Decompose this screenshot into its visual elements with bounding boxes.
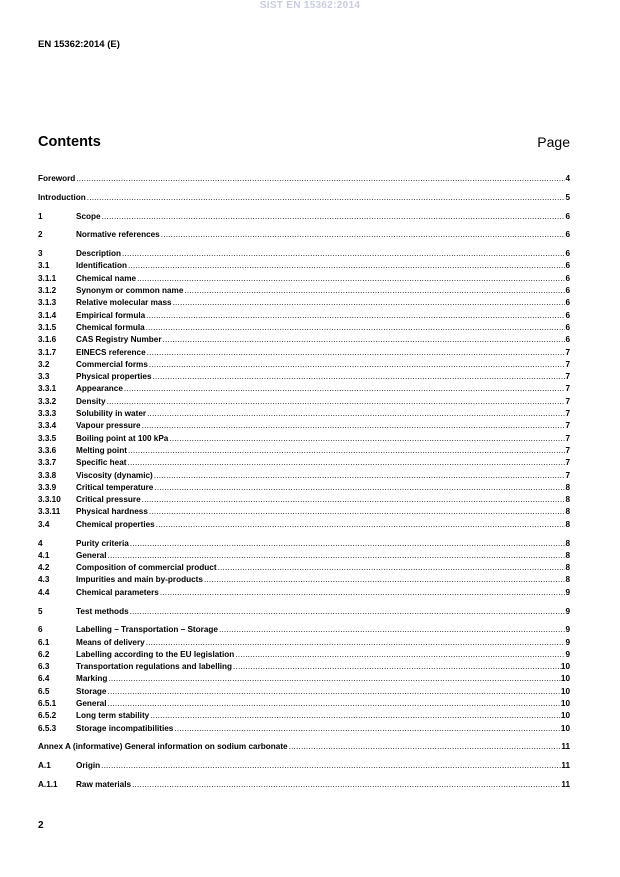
- toc-entry-number: 3.3.8: [38, 470, 57, 480]
- toc-entry-number: 3.3.4: [38, 421, 57, 431]
- toc-entry-title: Empirical formula: [76, 310, 146, 320]
- toc-entry[interactable]: [38, 285, 570, 297]
- dot-leader: [183, 285, 565, 297]
- dot-leader: [148, 506, 565, 518]
- dot-leader: [234, 649, 565, 661]
- toc-entry-title: Description: [76, 249, 122, 259]
- toc-entry-number: 3.1.6: [38, 335, 57, 345]
- toc-entry-title: General: [76, 699, 107, 709]
- toc-entry-title: Specific heat: [76, 458, 127, 468]
- dot-leader: [159, 587, 565, 599]
- toc-entry-number: 3.2: [38, 359, 50, 369]
- dot-leader: [106, 686, 560, 698]
- toc-entry-page: 10: [560, 662, 570, 672]
- toc-entry-page: 8: [565, 550, 570, 560]
- toc-entry-title: Melting point: [76, 445, 127, 455]
- toc-entry-page: 8: [565, 482, 570, 492]
- toc-entry-page: 9: [565, 587, 570, 597]
- dot-leader: [153, 470, 565, 482]
- toc-entry-number: 3: [38, 249, 43, 259]
- toc-entry-title: Relative molecular mass: [76, 298, 172, 308]
- toc-entry-number: 4: [38, 538, 43, 548]
- toc-entry-page: 7: [565, 384, 570, 394]
- toc-entry-title: Identification: [76, 261, 127, 271]
- toc-entry-number: 6.5.1: [38, 699, 57, 709]
- dot-leader: [232, 661, 561, 673]
- dot-leader: [127, 457, 565, 469]
- toc-entry-title: Introduction: [38, 192, 86, 202]
- toc-entry-title: Long term stability: [76, 711, 150, 721]
- toc-entry[interactable]: [38, 661, 570, 673]
- toc-entry[interactable]: [38, 637, 570, 649]
- toc-entry-page: 7: [565, 470, 570, 480]
- dot-leader: [168, 433, 565, 445]
- dot-leader: [172, 297, 565, 309]
- dot-leader: [131, 779, 561, 791]
- dot-leader: [141, 420, 565, 432]
- toc-entry-title: Scope: [76, 211, 101, 221]
- dot-leader: [146, 347, 565, 359]
- toc-entry-number: 3.1.3: [38, 298, 57, 308]
- dot-leader: [160, 229, 565, 241]
- toc-entry-page: 6: [565, 273, 570, 283]
- toc-entry[interactable]: [38, 260, 570, 272]
- toc-entry-page: 7: [565, 347, 570, 357]
- page-column-heading: Page: [537, 134, 570, 150]
- toc-entry-page: 10: [560, 699, 570, 709]
- toc-entry[interactable]: [38, 606, 570, 618]
- toc-entry-title: Storage incompatibilities: [76, 723, 174, 733]
- dot-leader: [123, 383, 565, 395]
- toc-entry-title: Commercial forms: [76, 359, 148, 369]
- table-of-contents: [38, 173, 570, 791]
- toc-entry-page: 9: [565, 606, 570, 616]
- toc-entry[interactable]: [38, 334, 570, 346]
- dot-leader: [146, 408, 565, 420]
- toc-entry[interactable]: [38, 359, 570, 371]
- toc-entry[interactable]: [38, 310, 570, 322]
- toc-entry-title: Origin: [76, 761, 101, 771]
- toc-entry-title: Chemical properties: [76, 519, 155, 529]
- toc-entry-number: 3.3.9: [38, 482, 57, 492]
- toc-entry[interactable]: [38, 649, 570, 661]
- toc-entry[interactable]: [38, 445, 570, 457]
- dot-leader: [145, 310, 565, 322]
- toc-entry[interactable]: [38, 433, 570, 445]
- toc-entry-number: 3.3.6: [38, 445, 57, 455]
- toc-entry-page: 8: [565, 507, 570, 517]
- toc-entry-page: 7: [565, 372, 570, 382]
- toc-entry-number: 6.5.3: [38, 723, 57, 733]
- toc-entry-page: 9: [565, 637, 570, 647]
- toc-entry-number: 6.4: [38, 674, 50, 684]
- toc-entry[interactable]: [38, 550, 570, 562]
- toc-entry-page: 6: [565, 249, 570, 259]
- toc-entry-title: Appearance: [76, 384, 123, 394]
- dot-leader: [86, 192, 565, 204]
- toc-entry-page: 11: [561, 761, 570, 771]
- toc-entry-title: Chemical name: [76, 273, 137, 283]
- toc-entry-number: 3.3: [38, 372, 50, 382]
- toc-entry-number: 2: [38, 230, 43, 240]
- toc-entry-number: 3.3.3: [38, 409, 57, 419]
- toc-entry[interactable]: [38, 248, 570, 260]
- contents-title: Contents: [38, 134, 101, 150]
- toc-entry[interactable]: [38, 347, 570, 359]
- toc-entry-page: 8: [565, 519, 570, 529]
- toc-entry-page: 10: [560, 674, 570, 684]
- toc-entry-number: 6.3: [38, 662, 50, 672]
- toc-entry-title: Critical pressure: [76, 495, 141, 505]
- toc-entry-number: 6: [38, 625, 43, 635]
- toc-entry-number: 3.3.10: [38, 495, 61, 505]
- toc-entry-number: 4.3: [38, 575, 50, 585]
- toc-entry-page: 7: [565, 433, 570, 443]
- toc-entry-title: General: [76, 550, 107, 560]
- toc-entry[interactable]: [38, 624, 570, 636]
- toc-entry[interactable]: [38, 192, 570, 204]
- toc-entry-title: Synonym or common name: [76, 286, 184, 296]
- toc-entry[interactable]: [38, 482, 570, 494]
- toc-entry-title: Impurities and main by-products: [76, 575, 203, 585]
- toc-entry[interactable]: [38, 698, 570, 710]
- dot-leader: [129, 606, 565, 618]
- toc-entry-number: 3.1.4: [38, 310, 57, 320]
- toc-entry-page: 6: [565, 230, 570, 240]
- dot-leader: [107, 673, 560, 685]
- toc-entry-title: Physical hardness: [76, 507, 148, 517]
- toc-entry-number: 1: [38, 211, 43, 221]
- toc-entry[interactable]: [38, 420, 570, 432]
- toc-entry-number: 3.3.2: [38, 396, 57, 406]
- dot-leader: [107, 698, 561, 710]
- toc-entry-page: 7: [565, 359, 570, 369]
- dot-leader: [100, 760, 561, 772]
- toc-entry-page: 7: [565, 421, 570, 431]
- toc-entry-page: 5: [565, 192, 570, 202]
- dot-leader: [145, 637, 565, 649]
- toc-entry-page: 8: [565, 575, 570, 585]
- toc-entry-title: Transportation regulations and labelling: [76, 662, 233, 672]
- toc-entry-title: Boiling point at 100 kPa: [76, 433, 169, 443]
- toc-entry-page: 6: [565, 298, 570, 308]
- toc-entry-page: 9: [565, 625, 570, 635]
- dot-leader: [155, 519, 565, 531]
- toc-entry[interactable]: [38, 494, 570, 506]
- toc-entry-title: CAS Registry Number: [76, 335, 162, 345]
- toc-entry-title: Density: [76, 396, 106, 406]
- toc-entry-title: Test methods: [76, 606, 129, 616]
- toc-entry[interactable]: [38, 173, 570, 185]
- dot-leader: [149, 710, 561, 722]
- toc-entry-number: 3.1.2: [38, 286, 57, 296]
- toc-entry-title: Physical properties: [76, 372, 152, 382]
- toc-entry-title: Foreword: [38, 174, 76, 183]
- toc-entry-number: 3.3.11: [38, 507, 61, 517]
- toc-entry-title: Marking: [76, 674, 108, 684]
- toc-entry-number: A.1.1: [38, 780, 58, 790]
- toc-entry-number: 4.4: [38, 587, 50, 597]
- toc-entry-number: 6.5: [38, 686, 50, 696]
- dot-leader: [203, 574, 565, 586]
- toc-entry-title: Purity criteria: [76, 538, 129, 548]
- dot-leader: [121, 248, 565, 260]
- dot-leader: [162, 334, 565, 346]
- toc-entry-number: 6.5.2: [38, 711, 57, 721]
- toc-entry-page: 9: [565, 649, 570, 659]
- toc-entry-number: 3.4: [38, 519, 50, 529]
- toc-entry-title: Chemical parameters: [76, 587, 159, 597]
- toc-entry-page: 6: [565, 261, 570, 271]
- toc-entry-number: 3.1.1: [38, 273, 57, 283]
- toc-entry[interactable]: [38, 457, 570, 469]
- toc-entry[interactable]: [38, 574, 570, 586]
- toc-entry-page: 10: [560, 686, 570, 696]
- toc-entry-number: A.1: [38, 761, 51, 771]
- toc-entry-number: 4.2: [38, 563, 50, 573]
- toc-entry-number: 6.2: [38, 649, 50, 659]
- toc-entry-title: Storage: [76, 686, 107, 696]
- toc-entry-number: 4.1: [38, 550, 50, 560]
- watermark: SIST EN 15362:2014: [259, 0, 361, 11]
- dot-leader: [217, 562, 565, 574]
- toc-entry[interactable]: [38, 723, 570, 735]
- toc-entry-page: 6: [565, 286, 570, 296]
- toc-entry-title: Chemical formula: [76, 322, 145, 332]
- toc-entry-page: 6: [565, 310, 570, 320]
- dot-leader: [75, 173, 565, 185]
- dot-leader: [153, 482, 565, 494]
- dot-leader: [107, 550, 566, 562]
- toc-entry-page: 10: [560, 723, 570, 733]
- toc-entry-title: Raw materials: [76, 780, 132, 790]
- toc-entry[interactable]: [38, 562, 570, 574]
- toc-entry-number: 3.1.7: [38, 347, 57, 357]
- dot-leader: [127, 260, 565, 272]
- toc-entry-number: 3.1.5: [38, 322, 57, 332]
- toc-entry-number: 6.1: [38, 637, 50, 647]
- toc-entry[interactable]: [38, 371, 570, 383]
- dot-leader: [288, 741, 562, 753]
- toc-entry-title: Vapour pressure: [76, 421, 141, 431]
- toc-entry[interactable]: [38, 408, 570, 420]
- toc-entry[interactable]: [38, 273, 570, 285]
- toc-entry-number: 3.1: [38, 261, 50, 271]
- toc-entry[interactable]: [38, 383, 570, 395]
- toc-entry-title: Labelling – Transportation – Storage: [76, 625, 218, 635]
- toc-entry-page: 7: [565, 396, 570, 406]
- toc-entry[interactable]: [38, 519, 570, 531]
- toc-entry[interactable]: [38, 587, 570, 599]
- toc-entry[interactable]: [38, 396, 570, 408]
- dot-leader: [218, 624, 565, 636]
- toc-entry-page: 6: [565, 211, 570, 221]
- toc-entry-page: 7: [565, 445, 570, 455]
- toc-entry-number: 3.3.5: [38, 433, 57, 443]
- toc-entry-number: 3.3.7: [38, 458, 57, 468]
- toc-entry-title: Solubility in water: [76, 409, 147, 419]
- page-number: 2: [38, 820, 44, 831]
- toc-entry-page: 10: [560, 711, 570, 721]
- toc-entry[interactable]: [38, 538, 570, 550]
- toc-entry[interactable]: [38, 470, 570, 482]
- toc-entry-page: 4: [565, 174, 570, 183]
- dot-leader: [173, 723, 561, 735]
- dot-leader: [152, 371, 565, 383]
- toc-entry-page: 6: [565, 335, 570, 345]
- toc-entry-title: Composition of commercial product: [76, 563, 217, 573]
- toc-entry-title: Means of delivery: [76, 637, 145, 647]
- toc-entry-page: 11: [561, 742, 570, 752]
- toc-entry[interactable]: [38, 297, 570, 309]
- toc-entry[interactable]: [38, 686, 570, 698]
- dot-leader: [127, 445, 565, 457]
- dot-leader: [136, 273, 565, 285]
- toc-entry-page: 11: [561, 780, 570, 790]
- toc-entry-page: 6: [565, 322, 570, 332]
- toc-entry[interactable]: [38, 506, 570, 518]
- dot-leader: [148, 359, 565, 371]
- toc-entry-page: 7: [565, 458, 570, 468]
- toc-entry[interactable]: [38, 779, 570, 791]
- dot-leader: [106, 396, 565, 408]
- toc-entry[interactable]: [38, 741, 570, 753]
- toc-entry[interactable]: [38, 229, 570, 241]
- toc-entry[interactable]: [38, 673, 570, 685]
- toc-entry-title: Annex A (informative) General information on sodium carbonate: [38, 742, 288, 752]
- toc-entry[interactable]: [38, 710, 570, 722]
- toc-entry-title: Normative references: [76, 230, 160, 240]
- document-id: EN 15362:2014 (E): [38, 39, 120, 50]
- toc-entry-page: 8: [565, 563, 570, 573]
- toc-entry-page: 7: [565, 409, 570, 419]
- toc-entry-title: Critical temperature: [76, 482, 154, 492]
- toc-entry[interactable]: [38, 760, 570, 772]
- toc-entry-page: 8: [565, 538, 570, 548]
- dot-leader: [101, 211, 565, 223]
- dot-leader: [141, 494, 565, 506]
- toc-entry[interactable]: [38, 322, 570, 334]
- toc-entry-number: 3.3.1: [38, 384, 57, 394]
- toc-entry-title: Viscosity (dynamic): [76, 470, 153, 480]
- toc-entry-number: 5: [38, 606, 43, 616]
- toc-entry-title: Labelling according to the EU legislation: [76, 649, 235, 659]
- toc-entry[interactable]: [38, 211, 570, 223]
- toc-entry-title: EINECS reference: [76, 347, 146, 357]
- dot-leader: [145, 322, 565, 334]
- toc-entry-page: 8: [565, 495, 570, 505]
- dot-leader: [129, 538, 565, 550]
